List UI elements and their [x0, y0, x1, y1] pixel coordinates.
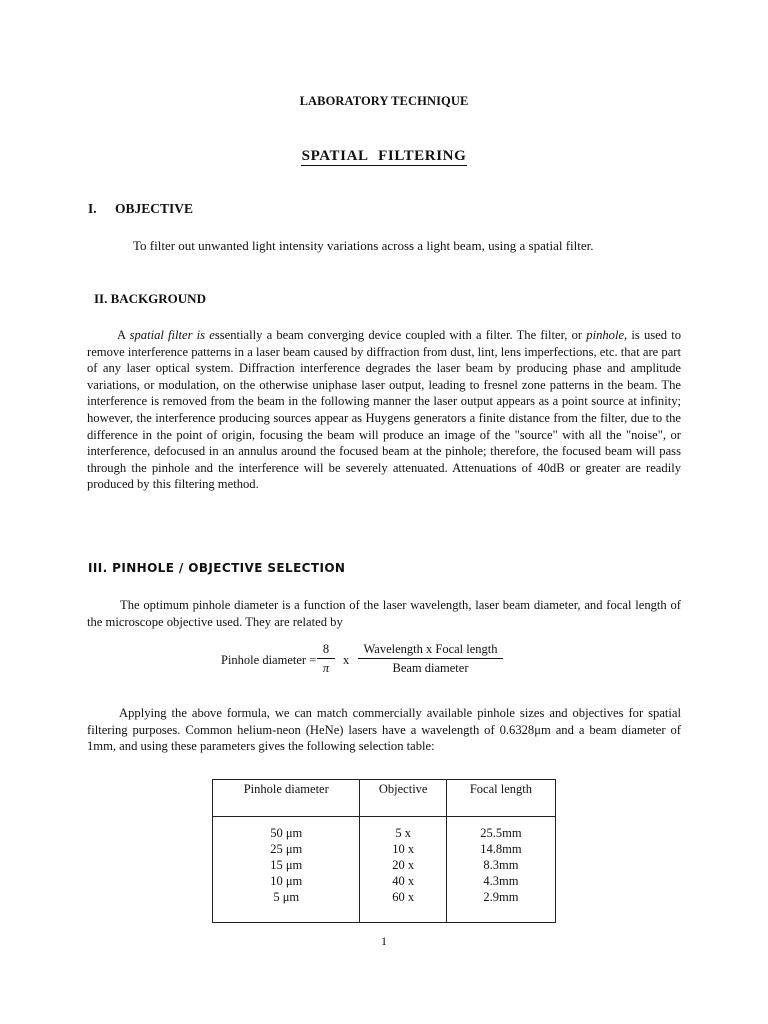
- formula-label: Pinhole diameter =: [221, 653, 317, 667]
- application-paragraph: [87, 705, 681, 755]
- page-number: 1: [381, 934, 387, 948]
- formula-fraction-main: [358, 642, 503, 676]
- formula-denominator-1: π: [322, 661, 330, 675]
- document-title-text: SPATIAL FILTERING: [301, 148, 467, 164]
- table-header: Objective: [360, 780, 446, 817]
- focal-length-column: [446, 817, 555, 923]
- table-cell: 5 x: [395, 826, 411, 840]
- bg-text-a: A: [117, 328, 130, 342]
- document-title: [0, 147, 768, 165]
- table-cell: 50 μm: [270, 826, 303, 840]
- objective-text: To filter out unwanted light intensity variations across a light beam, using a spatial filter.: [133, 238, 594, 253]
- table-cell: 2.9mm: [483, 890, 519, 904]
- bg-term-spatial-filter: spatial filter is e: [129, 328, 215, 342]
- table-row: [213, 817, 556, 923]
- section-selection-heading: III. PINHOLE / OBJECTIVE SELECTION: [88, 561, 346, 575]
- pinhole-column: [213, 817, 360, 923]
- pinhole-formula: [221, 642, 521, 682]
- table-cell: 20 x: [392, 858, 415, 872]
- table-cell: 15 μm: [270, 858, 303, 872]
- formula-denominator-2: Beam diameter: [392, 661, 469, 675]
- bg-text-c: is used to remove interference patterns in a laser beam caused by diffraction from dust, lint, lens imperfections, etc. that are part of any laser optical system. Diffraction interference degrades the laser beam by producing phase and amplitude variations, or modulation, on the otherwise uniphase laser output, leading to fresnel zone patterns in the beam. The interference is removed from the beam in the following manner the laser output appears as a point source at infinity; however, the interference producing sources appear as Huygens generators a finite distance from the filter, due to the difference in the point of origin, focusing the beam will produce an image of the "source" with all the "noise", or interference, defocused in an annulus around the focused beam at the pinhole; therefore, the focused beam will pass through the pinhole and the interference will be severely attenuated. Attenuations of 40dB or greater are readily produced by this filtering method.: [87, 328, 681, 492]
- table-cell: 5 μm: [273, 890, 300, 904]
- section-title: OBJECTIVE: [115, 201, 194, 216]
- table-cell: 8.3mm: [483, 858, 519, 872]
- section-objective-heading: [88, 201, 193, 217]
- table-cell: 25 μm: [270, 842, 303, 856]
- formula-times: x: [343, 653, 350, 667]
- table-cell: 40 x: [392, 874, 415, 888]
- table-cell: 10 x: [392, 842, 415, 856]
- objective-column: [360, 817, 446, 923]
- section-number: I.: [88, 201, 97, 216]
- table-header-row: [213, 780, 556, 817]
- table-cell: 4.3mm: [483, 874, 519, 888]
- selection-table: [212, 779, 556, 923]
- background-paragraph: [87, 327, 681, 493]
- table-cell: 25.5mm: [480, 826, 522, 840]
- table-header: Pinhole diameter: [213, 780, 360, 817]
- application-text: Applying the above formula, we can match commercially available pinhole sizes and objectives for spatial filtering purposes. Common helium-neon (HeNe) lasers have a wavelength of 0.6328μm and a beam diameter of 1mm, and using these parameters gives the following selection table:: [87, 706, 681, 754]
- table-cell: 60 x: [392, 890, 415, 904]
- bg-text-b: ssentially a beam converging device coupled with a filter. The filter, or: [214, 328, 587, 342]
- table-cell: 14.8mm: [480, 842, 522, 856]
- table-cell: 10 μm: [270, 874, 303, 888]
- formula-numerator-2: Wavelength x Focal length: [358, 642, 503, 659]
- selection-text: The optimum pinhole diameter is a function of the laser wavelength, laser beam diameter, and focal length of the microscope objective used. They are related by: [87, 598, 681, 629]
- section-background-heading: II. BACKGROUND: [94, 291, 206, 306]
- lab-title: LABORATORY TECHNIQUE: [299, 94, 469, 108]
- formula-numerator-1: 8: [317, 642, 335, 659]
- selection-paragraph: [87, 597, 681, 630]
- formula-fraction-constant: [317, 642, 335, 676]
- table-header: Focal length: [446, 780, 555, 817]
- bg-term-pinhole: pinhole,: [586, 328, 628, 342]
